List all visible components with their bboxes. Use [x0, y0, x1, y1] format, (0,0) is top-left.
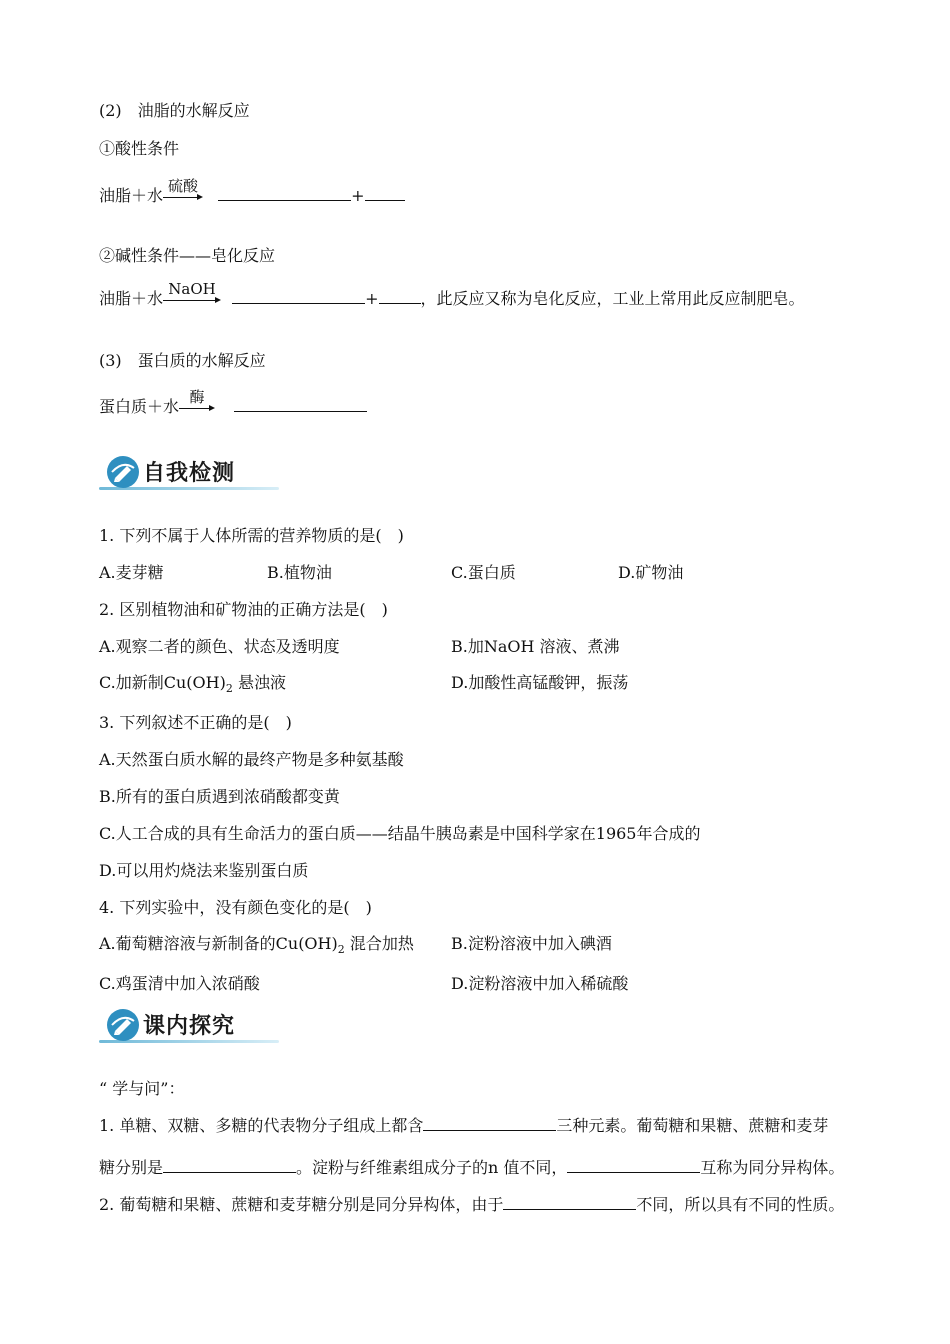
q2-stem: 2. 区别植物油和矿物油的正确方法是( )	[99, 600, 388, 619]
p1-text-a: 1. 单糖、双糖、多糖的代表物分子组成上都含	[99, 1116, 424, 1135]
base-product-blank-2[interactable]	[379, 289, 421, 304]
q4-option-c[interactable]: C.鸡蛋清中加入浓硝酸	[99, 974, 260, 993]
protein-catalyst: 酶	[189, 387, 205, 406]
q1-stem: 1. 下列不属于人体所需的营养物质的是( )	[99, 526, 404, 545]
p1-text-d: 。淀粉与纤维素组成分子的n 值不同，	[296, 1158, 568, 1177]
acid-condition-label: ①酸性条件	[99, 139, 180, 158]
relation-blank[interactable]	[163, 1158, 296, 1173]
reaction-arrow	[179, 387, 215, 417]
protein-reactants: 蛋白质＋水	[99, 397, 180, 416]
study-question-intro: “ 学与问”：	[99, 1079, 185, 1098]
p2-text-a: 2. 葡萄糖和果糖、蔗糖和麦芽糖分别是同分异构体，由于	[99, 1195, 504, 1214]
base-tail-text: ，此反应又称为皂化反应，工业上常用此反应制肥皂。	[420, 289, 805, 308]
q1-option-a[interactable]: A.麦芽糖	[99, 563, 164, 582]
q2-option-a[interactable]: A.观察二者的颜色、状态及透明度	[99, 637, 340, 656]
q4-option-a[interactable]	[99, 934, 414, 960]
subscript: 2	[337, 943, 345, 957]
q3-option-d[interactable]: D.可以用灼烧法来鉴别蛋白质	[99, 861, 309, 880]
q2-option-b[interactable]: B.加NaOH 溶液、煮沸	[451, 637, 620, 656]
structure-blank[interactable]	[503, 1195, 636, 1210]
elements-blank[interactable]	[423, 1116, 556, 1131]
q4-option-d[interactable]: D.淀粉溶液中加入稀硫酸	[451, 974, 629, 993]
q4-stem: 4. 下列实验中，没有颜色变化的是( )	[99, 898, 372, 917]
q3-stem: 3. 下列叙述不正确的是( )	[99, 713, 292, 732]
p1-text-c: 糖分别是	[99, 1158, 164, 1177]
protein-product-blank[interactable]	[234, 397, 367, 412]
protein-hydrolysis-heading: (3) 蛋白质的水解反应	[99, 351, 266, 370]
explore-p2	[99, 1195, 844, 1215]
explore-p1-line2	[99, 1158, 844, 1178]
pencil-badge-icon	[107, 1009, 139, 1041]
reaction-arrow	[163, 176, 203, 206]
isomer-blank[interactable]	[567, 1158, 700, 1173]
acid-product-blank-2[interactable]	[365, 186, 405, 201]
q2-option-c-tail: 悬浊液	[232, 673, 286, 692]
p2-text-b: 不同，所以具有不同的性质。	[636, 1195, 845, 1214]
q3-option-c[interactable]: C.人工合成的具有生命活力的蛋白质——结晶牛胰岛素是中国科学家在1965年合成的	[99, 824, 701, 843]
acid-reactants: 油脂＋水	[99, 186, 164, 205]
q3-option-b[interactable]: B.所有的蛋白质遇到浓硝酸都变黄	[99, 787, 340, 806]
in-class-title: 课内探究	[143, 1014, 236, 1039]
plus-sign: +	[351, 186, 365, 205]
q4-option-a-tail: 混合加热	[344, 934, 414, 953]
base-catalyst: NaOH	[168, 279, 216, 298]
pencil-badge-icon	[107, 456, 139, 488]
plus-sign: +	[365, 289, 379, 308]
self-check-section-header	[99, 452, 284, 492]
acid-product-blank-1[interactable]	[218, 186, 351, 201]
q4-option-b[interactable]: B.淀粉溶液中加入碘酒	[451, 934, 612, 953]
protein-equation	[99, 387, 367, 417]
acid-equation	[99, 176, 405, 206]
fat-hydrolysis-heading: (2) 油脂的水解反应	[99, 101, 250, 120]
base-product-blank-1[interactable]	[232, 289, 365, 304]
base-condition-label: ②碱性条件——皂化反应	[99, 246, 276, 265]
reaction-arrow	[163, 279, 221, 309]
p1-text-e: 互称为同分异构体。	[700, 1158, 845, 1177]
q2-option-d[interactable]: D.加酸性高锰酸钾，振荡	[451, 673, 629, 692]
self-check-title: 自我检测	[143, 461, 236, 486]
q4-option-a-text: A.葡萄糖溶液与新制备的Cu(OH)	[99, 934, 338, 953]
q3-option-a[interactable]: A.天然蛋白质水解的最终产物是多种氨基酸	[99, 750, 404, 769]
base-reactants: 油脂＋水	[99, 289, 164, 308]
q2-option-c-text: C.加新制Cu(OH)	[99, 673, 226, 692]
p1-text-b: 三种元素。葡萄糖和果糖、蔗糖和麦芽	[556, 1116, 829, 1135]
base-equation	[99, 279, 805, 309]
q1-option-c[interactable]: C.蛋白质	[451, 563, 516, 582]
q1-option-d[interactable]: D.矿物油	[618, 563, 684, 582]
explore-p1-line1	[99, 1116, 828, 1136]
q1-option-b[interactable]: B.植物油	[267, 563, 332, 582]
acid-catalyst: 硫酸	[168, 176, 199, 195]
subscript: 2	[225, 682, 233, 696]
in-class-section-header	[99, 1005, 284, 1045]
q2-option-c[interactable]	[99, 673, 286, 699]
